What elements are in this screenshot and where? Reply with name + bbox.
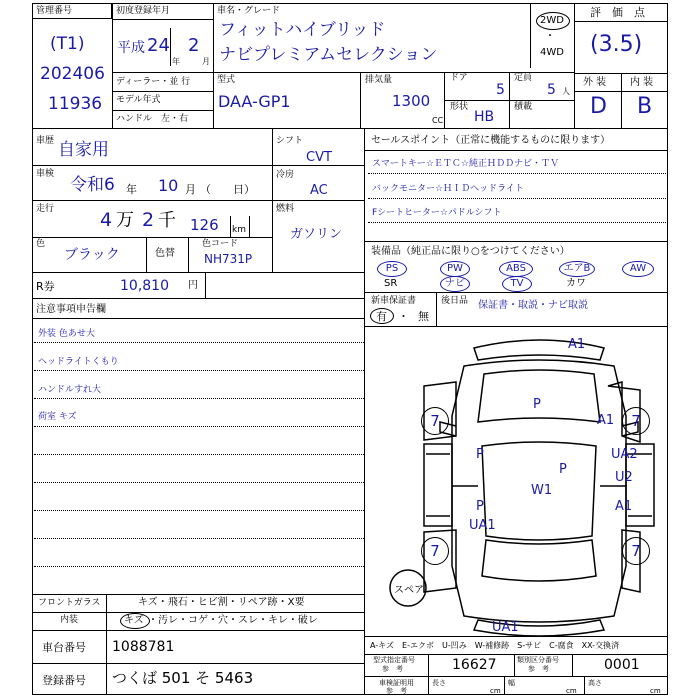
sales-point-3: Fシートヒーター☆パドルシフト [372, 208, 502, 218]
dmg-right-rear-door: U2 [615, 470, 633, 485]
divider [249, 216, 250, 237]
history: 自家用 [58, 140, 109, 160]
divider [436, 292, 437, 326]
model-code-sub: 参 考 [382, 665, 403, 673]
color-label: 色 [36, 239, 46, 249]
door-label: ドア [450, 73, 468, 83]
after-parts-label: 後日品 [441, 296, 469, 306]
warranty-sep: ・ [398, 310, 409, 323]
divider [32, 612, 364, 613]
reg-era: 平成 [117, 40, 145, 56]
divider [106, 630, 107, 694]
divider [504, 676, 505, 694]
category-no: 0001 [604, 657, 640, 673]
divider [112, 91, 213, 92]
divider [112, 110, 213, 111]
dmg-front: A1 [568, 337, 586, 352]
divider [621, 73, 622, 128]
color-change-label: 色替 [155, 248, 175, 259]
cert-label: 車検証明用 [379, 679, 414, 687]
fuel: ガソリン [290, 227, 343, 242]
displacement: 1300 [392, 92, 431, 110]
mileage-man: 4 [100, 209, 113, 231]
r-ticket-label: R券 [36, 280, 55, 293]
equip-sr: SR [384, 278, 398, 289]
divider [530, 3, 531, 68]
equip-ps: PS [377, 261, 407, 277]
notes-label: 注意事項申告欄 [36, 304, 106, 315]
height-cm: cm [650, 687, 661, 695]
sales-point-2: バックモニター☆ＨＩＤヘッドライト [372, 184, 524, 194]
reg-no: つくば 501 そ 5463 [112, 669, 254, 687]
dmg-rear: UA1 [492, 620, 519, 635]
mgmt-no-1: (T1) [50, 34, 85, 54]
history-label: 車歴 [36, 136, 55, 146]
height-label: 高さ [588, 679, 602, 687]
model-code: 16627 [452, 657, 497, 673]
loading-label: 積載 [514, 102, 533, 112]
divider [509, 72, 510, 100]
equipment-label: 装備品（純正品に限り○をつけてください） [371, 246, 570, 257]
equip-tv: TV [502, 276, 532, 292]
exterior-label: 外 装 [583, 77, 607, 88]
divider [364, 654, 668, 655]
sales-points-label: セールスポイント（正常に機能するものに限ります） [371, 135, 611, 146]
first-reg-label: 初度登録年月 [116, 6, 171, 16]
dmg-right-quarter: A1 [615, 499, 633, 514]
car-grade: ナビプレミアムセレクション [219, 45, 438, 65]
warranty-no: 無 [418, 310, 429, 323]
interior-row-label: 内装 [60, 615, 79, 625]
note-2: ヘッドライトくもり [38, 357, 119, 367]
dmg-left-front-door: P [476, 447, 484, 462]
divider [584, 676, 585, 694]
drive-dot: ・ [545, 31, 555, 42]
fuel-label: 燃料 [276, 204, 295, 214]
car-name: フィットハイブリッド [219, 20, 386, 40]
inspection-label: 車検 [36, 169, 55, 179]
mileage-sen: 2 [142, 209, 155, 231]
eval-score: (3.5) [590, 32, 643, 57]
shift: CVT [306, 150, 332, 165]
dmg-hood: P [533, 397, 541, 412]
shape: HB [474, 109, 495, 125]
divider [364, 292, 668, 293]
capacity-label: 定員 [514, 73, 533, 83]
length-label: 長さ [432, 679, 446, 687]
divider [364, 636, 668, 637]
mgmt-no-label: 管理番号 [36, 6, 73, 16]
chassis-no: 1088781 [112, 639, 175, 655]
divider [32, 663, 364, 664]
divider [272, 200, 364, 201]
equip-pw: PW [440, 261, 470, 277]
sen-unit: 千 [158, 210, 176, 231]
width-label: 幅 [508, 679, 515, 687]
equip-aw: AW [622, 261, 654, 277]
reg-year: 24 [147, 35, 170, 56]
dealer-label: ディーラー・並 行 [116, 77, 191, 87]
legend: A-キズ E-エクボ U-凹み W-補修跡 S-サビ C-腐食 XX-交換済 [370, 641, 620, 650]
wheel-rear-left: 7 [421, 537, 449, 565]
km-unit: km [232, 225, 246, 235]
width-cm: cm [566, 687, 577, 695]
dmg-right-front-fender: A1 [597, 413, 615, 428]
shift-label: シフト [276, 136, 304, 146]
equip-airbag: エアB [559, 261, 595, 277]
equip-navi: ナビ [440, 276, 470, 292]
equip-abs: ABS [499, 261, 533, 277]
door: 5 [496, 82, 505, 98]
cooler: AC [310, 183, 328, 198]
model-year-label: モデル年式 [116, 95, 161, 105]
interior-opts-1: キズ [124, 615, 144, 626]
warranty-label: 新車保証書 [371, 296, 417, 306]
interior-grade: B [637, 94, 653, 119]
windshield-label: フロントガラス [38, 598, 101, 608]
divider [205, 272, 206, 298]
divider [428, 654, 429, 694]
model-type-label: 型式 [217, 75, 236, 85]
displacement-label: 排気量 [365, 75, 393, 85]
equip-leather: カワ [566, 278, 586, 289]
wheel-front-left: 7 [421, 407, 449, 435]
drive-2wd: 2WD [540, 15, 564, 26]
divider [106, 594, 107, 630]
divider [32, 237, 272, 238]
divider [112, 19, 213, 20]
cooler-label: 冷房 [276, 170, 295, 180]
note-1: 外装 色あせ大 [38, 329, 95, 339]
divider [112, 72, 574, 73]
divider [572, 654, 573, 676]
model-code-label: 型式指定番号 [373, 656, 415, 664]
divider [574, 91, 668, 92]
color: ブラック [64, 247, 120, 263]
insp-day: （ 日） [200, 183, 255, 196]
man-unit: 万 [116, 210, 134, 231]
insp-era: 令和6 [70, 175, 115, 195]
month-unit: 月 [202, 57, 210, 66]
warranty-yes: 有 [376, 310, 387, 323]
divider [170, 28, 171, 66]
cert-sub: 参 考 [386, 687, 407, 695]
mileage-rest: 126 [190, 216, 219, 234]
wheel-rear-right: 7 [622, 537, 650, 565]
mileage-label: 走行 [36, 204, 55, 214]
divider [230, 216, 231, 237]
divider [32, 594, 364, 595]
after-parts: 保証書・取説・ナビ取説 [478, 300, 588, 311]
mgmt-no-2: 202406 [40, 64, 105, 84]
length-cm: cm [490, 687, 501, 695]
capacity: 5 [547, 82, 556, 98]
spare-label: スペア [394, 585, 424, 596]
cc-unit: CC [432, 116, 444, 125]
exterior-grade: D [590, 94, 607, 119]
year-unit: 年 [172, 57, 180, 66]
r-ticket: 10,810 [120, 278, 169, 294]
color-code-label: 色コード [202, 239, 239, 249]
drive-4wd: 4WD [540, 47, 564, 58]
divider [364, 241, 668, 242]
chassis-label: 車台番号 [42, 641, 86, 654]
dmg-left-quarter: UA1 [469, 518, 496, 533]
divider [32, 298, 364, 299]
car-grade-label: 車名・グレード [217, 6, 281, 16]
divider [364, 676, 668, 677]
person-unit: 人 [562, 87, 570, 96]
interior-opts-2: ・汚レ・コゲ・穴・スレ・キレ・破レ [148, 615, 318, 626]
divider [146, 237, 147, 272]
note-3: ハンドルすれ大 [38, 385, 102, 395]
category-label: 類別区分番号 [517, 656, 559, 664]
category-sub: 参 考 [528, 665, 549, 673]
reg-label: 登録番号 [42, 674, 86, 687]
divider [574, 21, 668, 22]
handle-label: ハンドル 左・右 [116, 114, 189, 124]
divider [32, 630, 364, 631]
dmg-left-rear-door: P [476, 499, 484, 514]
divider [514, 654, 515, 676]
divider [272, 165, 364, 166]
divider [32, 272, 364, 273]
dmg-right-front-door: UA2 [611, 447, 638, 462]
divider [364, 150, 668, 151]
dmg-roof: W1 [531, 483, 553, 498]
yen-unit: 円 [188, 280, 198, 291]
dmg-rear-center: P [559, 462, 567, 477]
interior-label: 内 装 [630, 77, 654, 88]
insp-month-unit: 月 [185, 183, 196, 196]
sales-point-1: スマートキー☆ＥＴＣ☆純正ＨＤＤナビ・ＴＶ [372, 159, 559, 169]
divider [188, 237, 189, 272]
insp-year-unit: 年 [126, 183, 137, 196]
divider [32, 165, 272, 166]
divider [32, 318, 364, 319]
divider [32, 200, 272, 201]
note-4: 荷室 キズ [38, 412, 77, 422]
divider [32, 128, 668, 129]
shape-label: 形状 [450, 102, 469, 112]
divider [509, 100, 510, 128]
color-code: NH731P [204, 252, 253, 266]
mgmt-no-3: 11936 [48, 94, 103, 114]
divider [360, 72, 361, 128]
model-type: DAA-GP1 [218, 92, 291, 111]
windshield-opts: キズ・飛石・ヒビ割・リペア跡・X要 [138, 597, 305, 608]
divider [213, 3, 214, 128]
wheel-front-right: 7 [622, 407, 650, 435]
insp-month: 10 [158, 176, 179, 195]
reg-month: 2 [188, 35, 200, 56]
grade-eval-label: 評 価 点 [590, 6, 645, 19]
